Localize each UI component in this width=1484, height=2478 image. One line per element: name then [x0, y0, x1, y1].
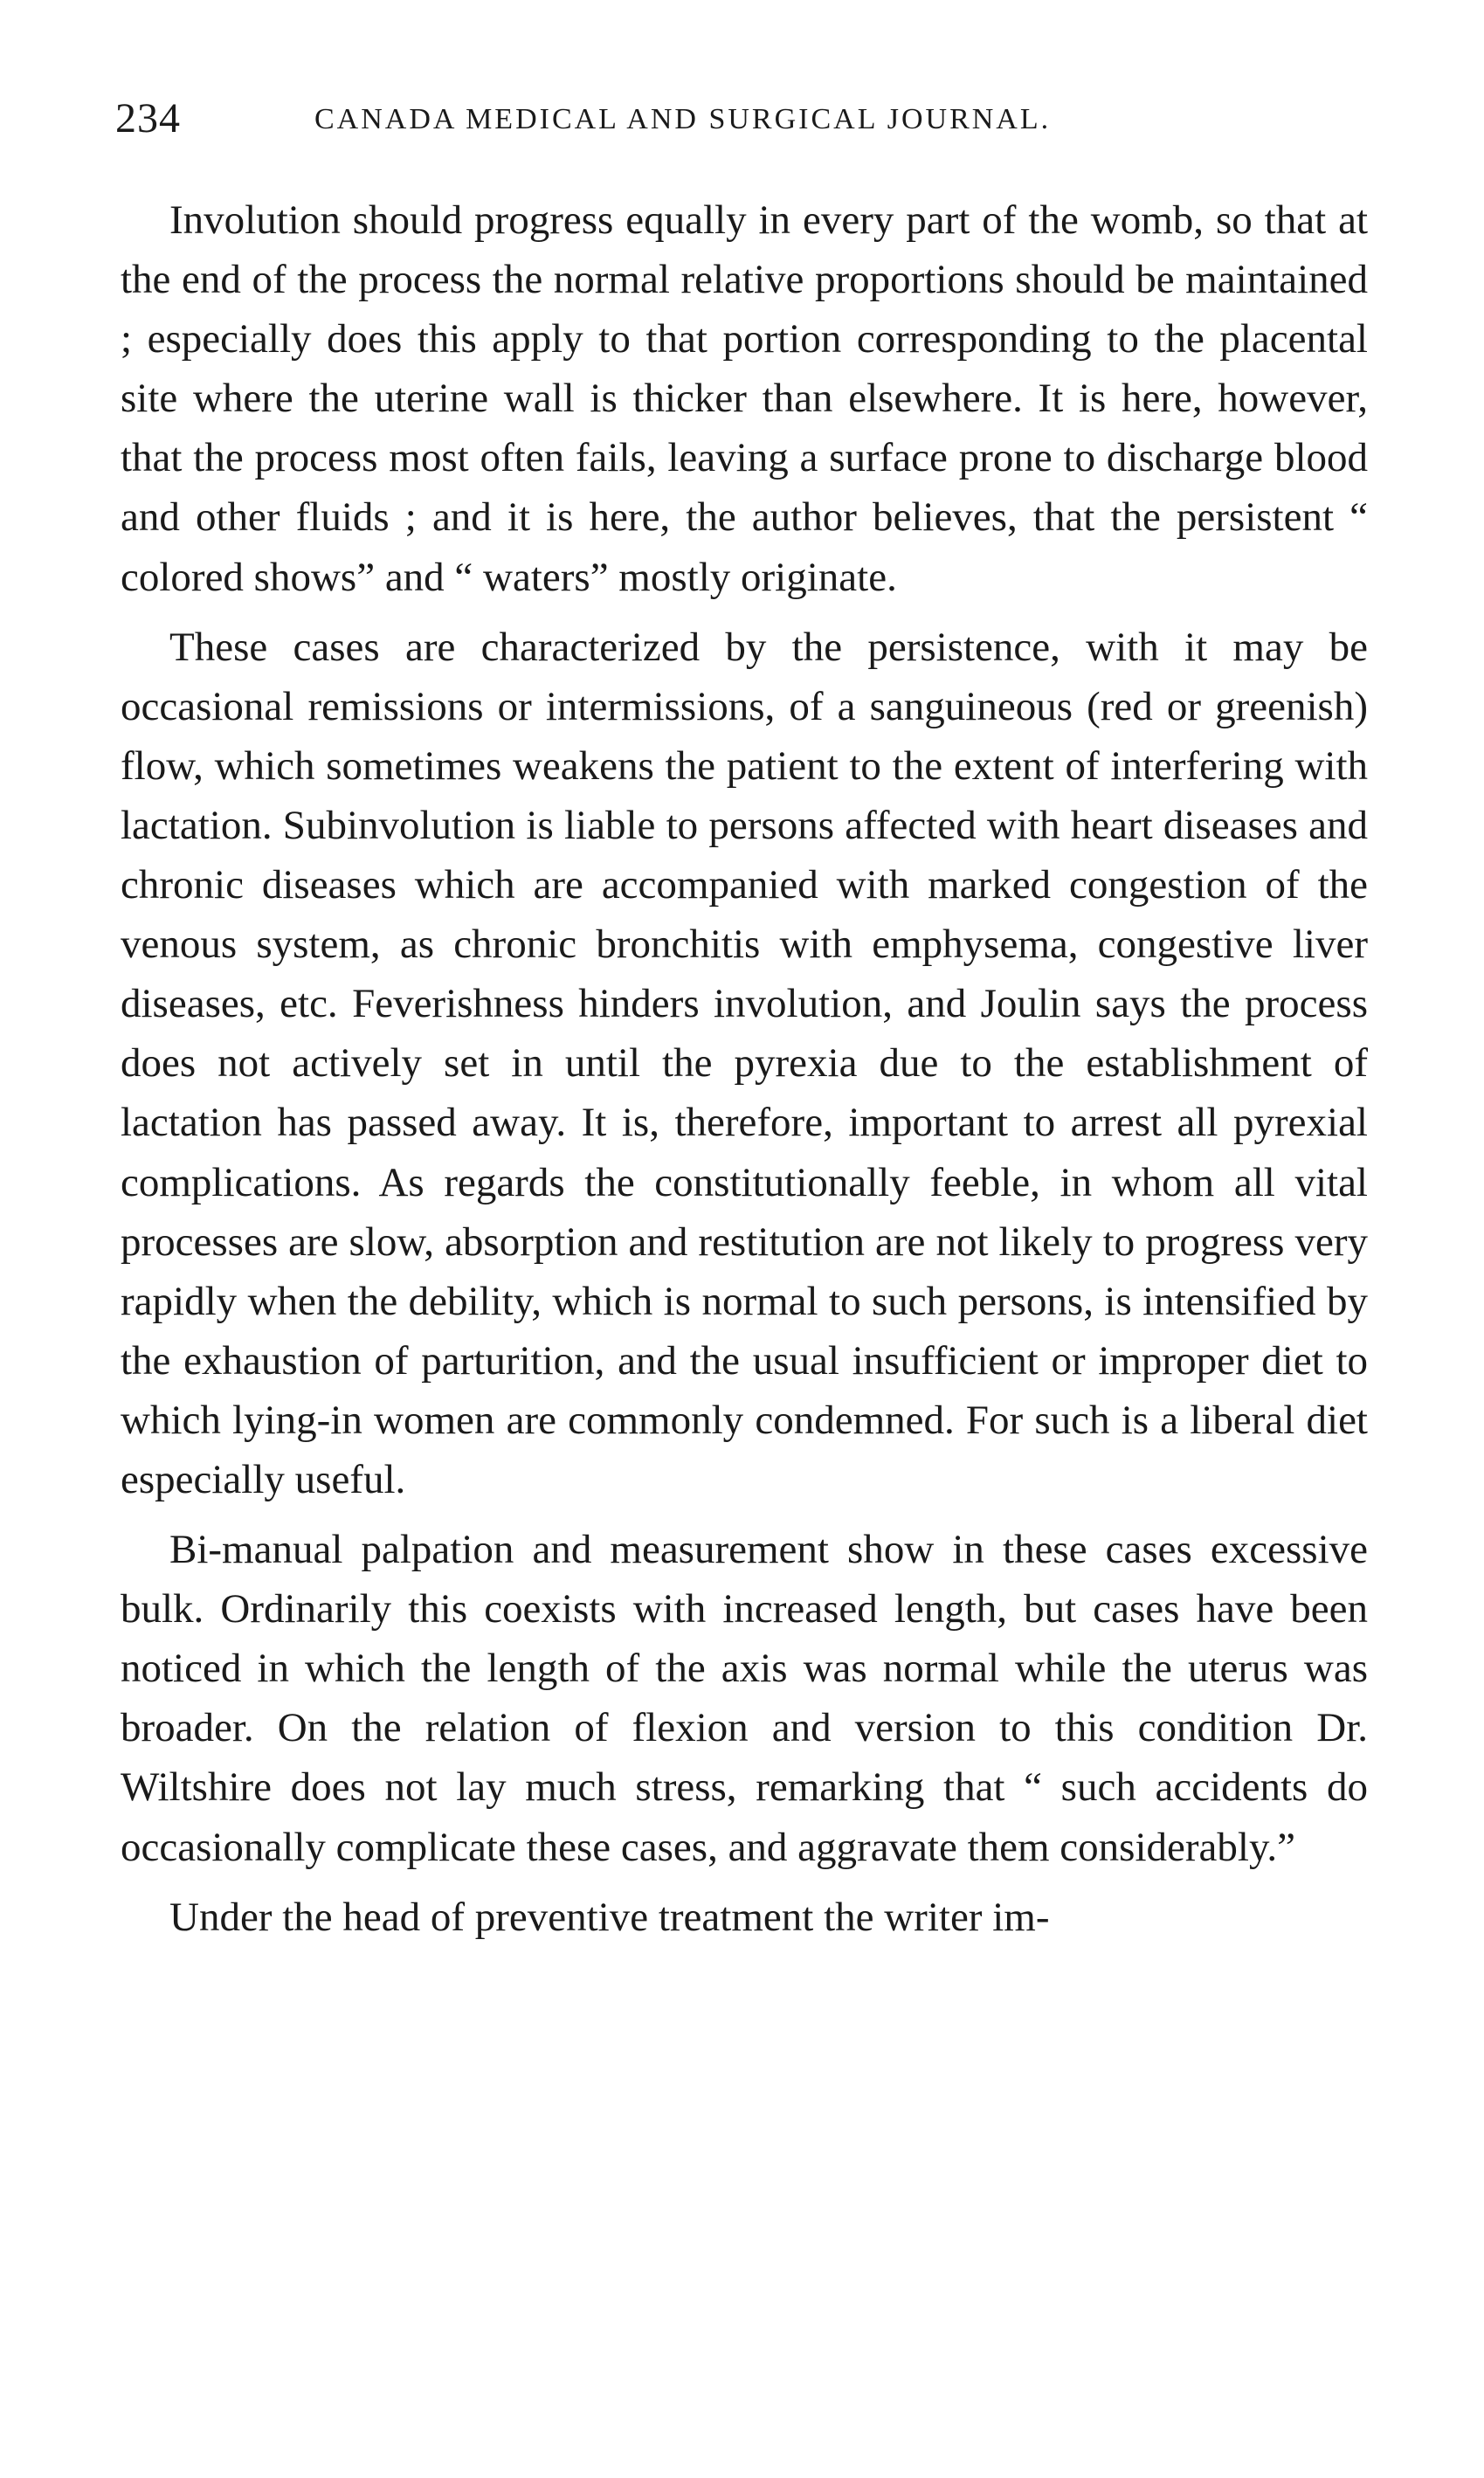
page-header [115, 94, 1373, 147]
article-body [121, 190, 1368, 1947]
page-number: 234 [115, 95, 181, 142]
paragraph-palpation: Bi-manual palpation and measurement show in these cases excessive bulk. Ordinarily this coexists with increased length, but cases have been noticed in which the length of the axis was normal while the uterus was broader. On the relation of flexion and version to this condition Dr. Wiltshire does not lay much stress, remarking that “ such accidents do occasionally complicate these cases, and aggravate them considerably.” [121, 1527, 1368, 1870]
paragraph-involution: Involution should progress equally in every part of the womb, so that at the end of the process the normal relative proportions should be maintained ; especially does this apply to that portion corresponding to the placental site where the uterine wall is thicker than elsewhere. It is here, however, that the process most often fails, leaving a surface prone to discharge blood and other fluids ; and it is here, the author believes, that the persistent “ colored shows” and “ waters” mostly originate. [121, 197, 1368, 600]
paragraph-preventive-treatment: Under the head of preventive treatment the writer im- [169, 1894, 1050, 1940]
paragraph-characterization: These cases are characterized by the persistence, with it may be occasional remissions or intermissions, of a sanguineous (red or greenish) flow, which sometimes weakens the patient to the extent of interfering with lactation. Subinvolution is liable to persons affected with heart diseases and chronic diseases which are accompanied with marked congestion of the venous system, as chronic bronchitis with emphysema, congestive liver diseases, etc. Feverishness hinders involution, and Joulin says the process does not actively set in until the pyrexia due to the establishment of lactation has passed away. It is, therefore, important to arrest all pyrexial complications. As regards the constitutionally feeble, in whom all vital processes are slow, absorption and restitution are not likely to progress very rapidly when the debility, which is normal to such persons, is intensified by the exhaustion of parturition, and the usual insufficient or improper diet to which lying-in women are commonly condemned. For such is a liberal diet especially useful. [121, 624, 1368, 1502]
running-title: CANADA MEDICAL AND SURGICAL JOURNAL. [314, 103, 1052, 135]
